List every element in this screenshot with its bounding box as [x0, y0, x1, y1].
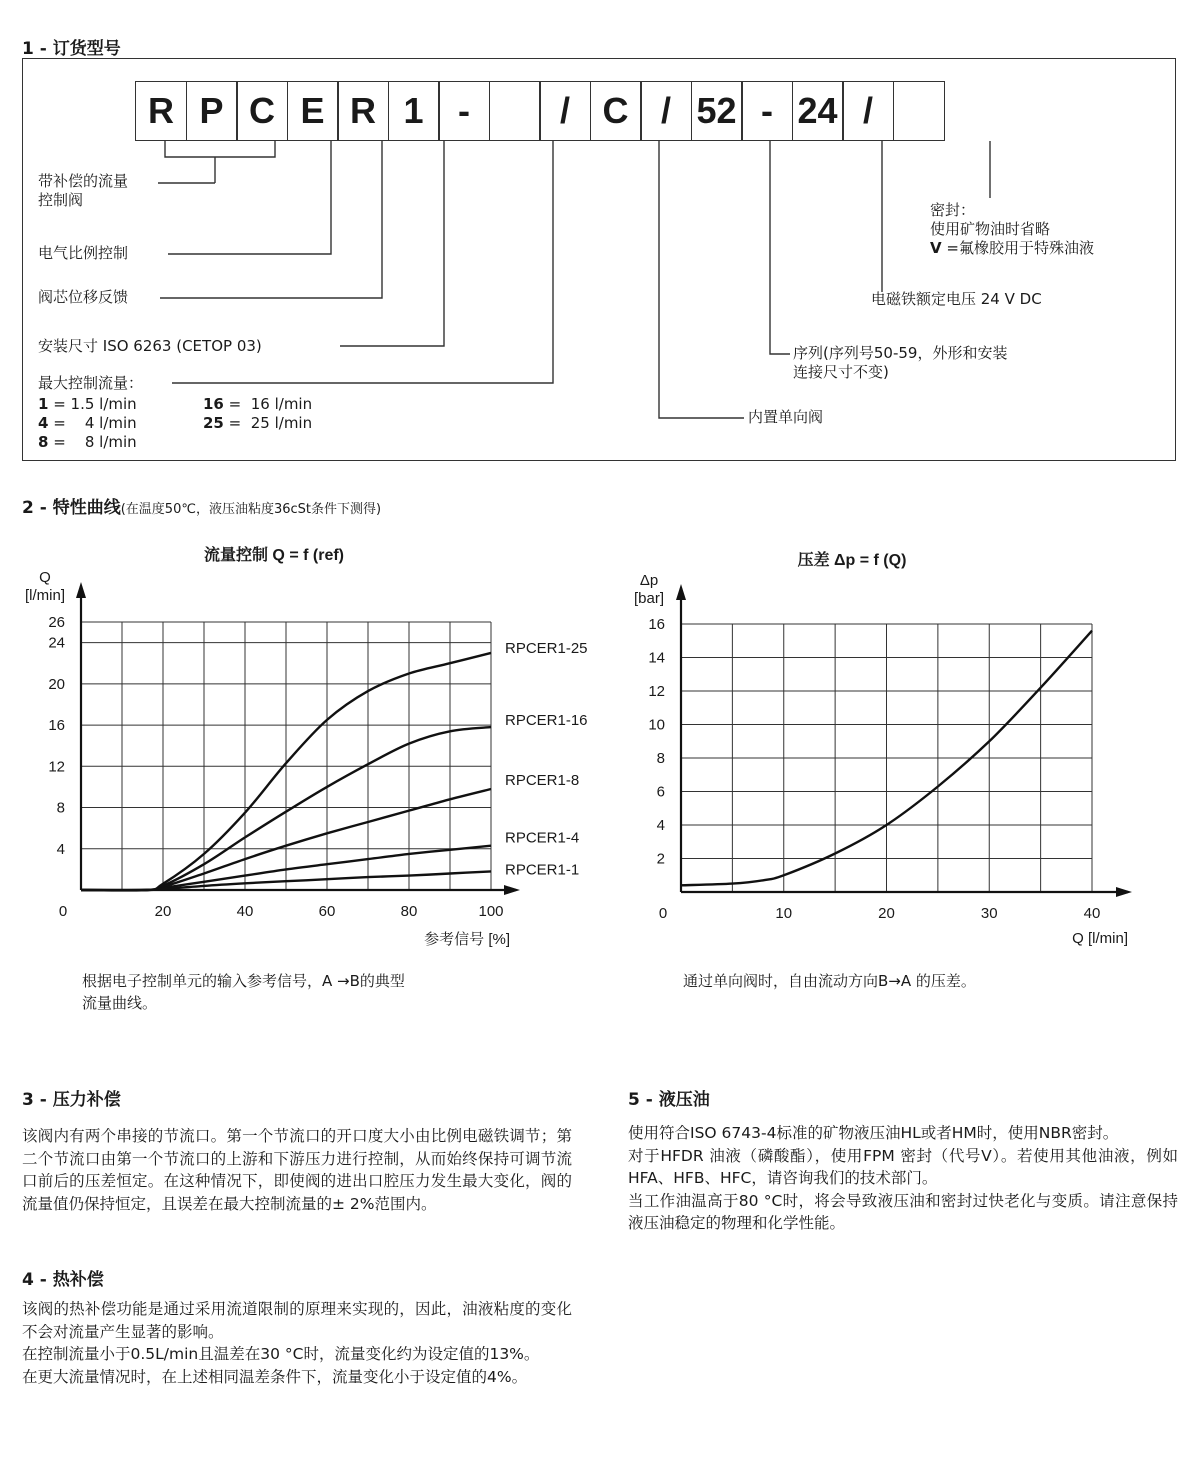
y-axis-arrow — [676, 584, 686, 600]
series-label: RPCER1-4 — [505, 829, 580, 847]
order-code-cell: C — [236, 81, 288, 141]
section4-paragraph-3: 在更大流量情况时，在上述相同温差条件下，流量变化小于设定值的4%。 — [22, 1367, 528, 1386]
y-tick-label: 12 — [48, 758, 65, 776]
section4-paragraph-2: 在控制流量小于0.5L/min且温差在30 °C时，流量变化约为设定值的13%。 — [22, 1345, 540, 1363]
y-tick-label: 2 — [656, 850, 665, 868]
label-flow-compensated — [38, 172, 128, 210]
order-code-cell: - — [438, 81, 490, 141]
y-tick-label: 24 — [48, 634, 65, 652]
section5-paragraph-3: 当工作油温高于80 °C时，将会导致液压油和密封过快老化与变质。请注意保持液压油稳定的物理和化学性能。 — [628, 1191, 1178, 1232]
y-axis-label: [l/min] — [24, 587, 66, 604]
section4-paragraph-1: 该阀的热补偿功能是通过采用流道限制的原理来实现的，因此，油液粘度的变化不会对流量产生显著的影响。 — [22, 1300, 572, 1341]
section5-heading: 5 - 液压油 — [628, 1090, 710, 1110]
label-mounting: 安装尺寸 ISO 6263 (CETOP 03) — [38, 337, 262, 355]
caption-left-line1: 根据电子控制单元的输入参考信号，A →B的典型 — [82, 972, 405, 990]
y-axis-label: Q — [39, 569, 51, 586]
label-spool-feedback: 阀芯位移反馈 — [38, 288, 129, 306]
chart-title: 压差 Δp = f (Q) — [797, 552, 907, 569]
order-code-cell: / — [842, 81, 894, 141]
x-tick-label: 0 — [58, 903, 68, 920]
x-tick-label: 20 — [154, 903, 172, 920]
y-tick-label: 20 — [48, 675, 65, 693]
flow-option-1: 1 = 1.5 l/min — [38, 395, 137, 413]
x-tick-label: 100 — [478, 903, 504, 920]
section1-heading: 1 - 订货型号 — [22, 39, 121, 59]
y-tick-label: 8 — [56, 799, 65, 817]
x-tick-label: 0 — [658, 905, 668, 922]
series-label: RPCER1-25 — [505, 639, 588, 657]
x-tick-label: 60 — [318, 903, 336, 920]
section5-paragraph-2: 对于HFDR 油液（磷酸酯），使用FPM 密封（代号V）。若使用其他油液，例如HFA、HFB、HFC，请咨询我们的技术部门。 — [628, 1146, 1178, 1187]
order-code-cell: P — [186, 81, 238, 141]
label-flow-compensated-line2: 控制阀 — [38, 191, 84, 209]
caption-left — [82, 970, 405, 1014]
y-axis-label: Δp — [639, 572, 659, 589]
x-tick-label: 30 — [980, 905, 998, 922]
y-tick-label: 26 — [48, 614, 65, 631]
label-series-line1: 序列(序列号50-59，外形和安装 — [793, 344, 1008, 362]
label-seal-title: 密封： — [930, 201, 976, 219]
section5-body — [628, 1122, 1178, 1235]
y-tick-label: 6 — [656, 783, 665, 801]
label-check-valve: 内置单向阀 — [748, 408, 824, 426]
y-axis-arrow — [76, 582, 86, 598]
label-series — [793, 344, 1007, 382]
flow-option-4: 4 = 4 l/min — [38, 414, 137, 432]
y-tick-label: 10 — [648, 716, 665, 734]
order-code-cell: E — [287, 81, 339, 141]
y-tick-label: 4 — [656, 817, 665, 834]
y-tick-label: 4 — [56, 840, 65, 858]
section4-heading: 4 - 热补偿 — [22, 1270, 104, 1290]
label-seal-viton: V =氟橡胶用于特殊油液 — [930, 239, 1094, 257]
order-code-cell: 24 — [792, 81, 844, 141]
chart-title: 流量控制 Q = f (ref) — [203, 547, 345, 564]
label-electric-proportional: 电气比例控制 — [38, 244, 129, 262]
caption-left-line2: 流量曲线。 — [82, 994, 158, 1012]
x-tick-label: 40 — [236, 903, 254, 920]
x-axis-arrow — [504, 885, 520, 895]
flow-option-8: 8 = 8 l/min — [38, 433, 137, 451]
label-voltage: 电磁铁额定电压 24 V DC — [871, 290, 1042, 308]
section5-paragraph-1: 使用符合ISO 6743-4标准的矿物液压油HL或者HM时，使用NBR密封。 — [628, 1124, 1119, 1142]
order-code-cell: / — [640, 81, 692, 141]
series-label: RPCER1-1 — [505, 861, 580, 879]
flow-option-16: 16 = 16 l/min — [203, 395, 313, 413]
order-code-cell: R — [135, 81, 187, 141]
x-tick-label: 20 — [878, 905, 895, 922]
caption-right: 通过单向阀时，自由流动方向B→A 的压差。 — [683, 972, 976, 990]
order-code-cell: C — [590, 81, 642, 141]
x-axis-arrow — [1116, 887, 1132, 897]
order-code-cell: 1 — [388, 81, 440, 141]
section2-heading: 2 - 特性曲线(在温度50℃，液压油粘度36cSt条件下测得) — [22, 498, 382, 518]
section3-body — [22, 1125, 572, 1215]
flow-option-25: 25 = 25 l/min — [203, 414, 313, 432]
y-tick-label: 8 — [656, 750, 665, 767]
order-code-cell: 52 — [691, 81, 743, 141]
order-code-cell: R — [337, 81, 389, 141]
x-tick-label: 40 — [1083, 905, 1101, 922]
label-seal-mineral: 使用矿物油时省略 — [930, 220, 1051, 238]
label-seal — [930, 201, 1094, 258]
series-label: RPCER1-8 — [505, 771, 580, 789]
flow-control-chart — [0, 530, 620, 970]
label-flow-compensated-line1: 带补偿的流量 — [38, 172, 129, 190]
x-tick-label: 10 — [775, 905, 793, 922]
y-tick-label: 12 — [648, 683, 665, 700]
order-code-cell: / — [539, 81, 591, 141]
section3-heading: 3 - 压力补偿 — [22, 1090, 121, 1110]
y-axis-label: [bar] — [633, 590, 665, 607]
y-tick-label: 16 — [48, 717, 65, 735]
x-tick-label: 80 — [400, 903, 418, 920]
section3-paragraph: 该阀内有两个串接的节流口。第一个节流口的开口度大小由比例电磁铁调节；第二个节流口由第一个节流口的上游和下游压力进行控制，从而始终保持可调节流口前后的压差恒定。在这种情况下，即使阀的进出口腔压力发生最大变化，阀的流量值仍保持恒定，且误差在最大控制流量的± 2%范围内。 — [22, 1127, 572, 1213]
x-axis-label: Q [l/min] — [1072, 930, 1128, 947]
label-max-flow-title: 最大控制流量： — [38, 374, 144, 392]
pressure-drop-chart — [600, 530, 1180, 970]
series-label: RPCER1-16 — [505, 712, 588, 730]
y-tick-label: 16 — [648, 616, 665, 633]
y-tick-label: 14 — [648, 649, 665, 667]
label-series-line2: 连接尺寸不变) — [793, 363, 889, 381]
order-code-cell: - — [741, 81, 793, 141]
x-axis-label: 参考信号 [%] — [424, 931, 510, 948]
section4-body — [22, 1298, 572, 1388]
